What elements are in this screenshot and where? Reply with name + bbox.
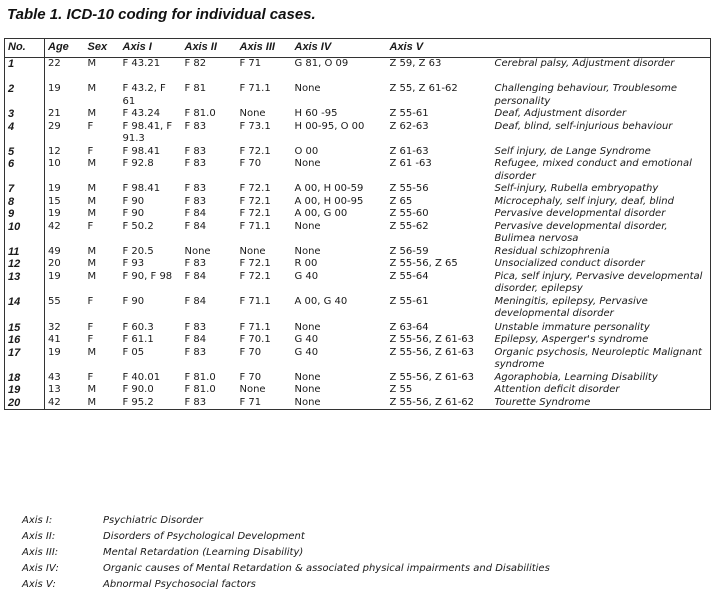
cell-age: 15 bbox=[48, 195, 61, 207]
cell-axis2: None bbox=[184, 245, 211, 257]
cell-axis1: F 43.2, F 61 bbox=[122, 83, 166, 107]
cell-axis5: Z 55, Z 61-62 bbox=[389, 83, 458, 94]
cell-axis1: F 61.1 bbox=[122, 334, 154, 345]
cell-axis3: F 72.1 bbox=[239, 270, 271, 282]
cell-axis5: Z 55-62 bbox=[389, 220, 429, 232]
cell-age: 49 bbox=[48, 245, 61, 257]
cell-sex: F bbox=[87, 295, 94, 307]
legend-key: Axis V: bbox=[22, 579, 56, 590]
cell-condition: Agoraphobia, Learning Disability bbox=[492, 372, 711, 385]
cell-axis3: F 71 bbox=[237, 397, 292, 410]
cell-axis3: F 72.1 bbox=[239, 145, 271, 157]
col-header-no: No. bbox=[5, 39, 45, 58]
cell-axis5: Z 55-61 bbox=[389, 108, 429, 119]
table-row bbox=[5, 196, 711, 209]
cell-axis1: F 93 bbox=[122, 258, 145, 269]
cell-no: 16 bbox=[5, 334, 45, 347]
col-header-sex: Sex bbox=[85, 39, 120, 58]
cell-sex: M bbox=[87, 270, 97, 282]
cell-axis1: F 90.0 bbox=[122, 384, 154, 395]
cell-sex: M bbox=[85, 397, 120, 410]
table-row bbox=[5, 296, 711, 322]
cell-age: 12 bbox=[48, 145, 61, 157]
col-header-axis2: Axis II bbox=[182, 39, 237, 58]
cell-condition: Cerebral palsy, Adjustment disorder bbox=[492, 57, 711, 83]
cell-axis5: Z 55-56, Z 65 bbox=[389, 258, 458, 269]
cell-axis2: F 83 bbox=[182, 397, 237, 410]
table-row bbox=[5, 397, 711, 410]
cell-axis5: Z 55-56, Z 61-63 bbox=[389, 334, 475, 345]
cell-axis5: Z 55-56, Z 61-63 bbox=[389, 371, 475, 383]
cell-axis4: A 00, G 40 bbox=[294, 295, 348, 307]
cell-axis3: F 72.1 bbox=[239, 258, 271, 269]
table-row bbox=[5, 384, 711, 397]
cell-axis2: F 81 bbox=[184, 83, 207, 94]
cell-axis5: Z 55-56, Z 61-62 bbox=[387, 397, 492, 410]
table-row bbox=[5, 246, 711, 259]
cell-no: 13 bbox=[5, 271, 45, 296]
cell-condition: Attention deficit disorder bbox=[492, 384, 711, 397]
table-row bbox=[5, 322, 711, 335]
col-header-axis1: Axis I bbox=[120, 39, 182, 58]
table-row bbox=[5, 108, 711, 121]
cell-age: 20 bbox=[48, 258, 61, 269]
cell-condition: Residual schizophrenia bbox=[492, 246, 711, 259]
cell-axis5: Z 55-64 bbox=[389, 270, 429, 282]
cell-axis1: F 98.41 bbox=[122, 145, 161, 157]
cell-axis4: None bbox=[294, 384, 321, 395]
table-row bbox=[5, 271, 711, 296]
cell-axis1: F 90 bbox=[122, 208, 145, 219]
cell-no: 18 bbox=[5, 372, 45, 385]
cell-axis4: None bbox=[294, 158, 321, 169]
table-row bbox=[5, 221, 711, 246]
cell-axis1: F 95.2 bbox=[120, 397, 182, 410]
cell-axis4: None bbox=[294, 371, 321, 383]
cell-axis3: F 73.1 bbox=[239, 120, 271, 132]
cell-axis5: Z 56-59 bbox=[389, 245, 429, 257]
cell-age: 43 bbox=[48, 371, 61, 383]
cell-no: 10 bbox=[5, 221, 45, 246]
cell-age: 55 bbox=[48, 295, 61, 307]
cell-axis3: F 71.1 bbox=[239, 295, 271, 307]
cell-age: 19 bbox=[48, 183, 61, 194]
cell-sex: M bbox=[87, 346, 97, 358]
cell-axis1: F 40.01 bbox=[122, 371, 161, 383]
cell-axis4: A 00, H 00-59 bbox=[294, 183, 364, 194]
cell-condition: Deaf, Adjustment disorder bbox=[492, 108, 711, 121]
cell-age: 29 bbox=[48, 120, 61, 132]
cell-no: 4 bbox=[5, 121, 45, 146]
cell-axis2: F 83 bbox=[184, 183, 207, 194]
cell-sex: F bbox=[87, 371, 94, 383]
cell-axis3: None bbox=[239, 108, 266, 119]
col-header-axis4: Axis IV bbox=[292, 39, 387, 58]
cell-axis1: F 98.41 bbox=[122, 183, 161, 194]
cell-condition: Self injury, de Lange Syndrome bbox=[492, 146, 711, 159]
cell-axis4: None bbox=[294, 83, 321, 94]
cell-axis2: F 81.0 bbox=[184, 371, 216, 383]
table-row bbox=[5, 347, 711, 372]
cell-age: 19 bbox=[48, 270, 61, 282]
cell-sex: M bbox=[87, 108, 97, 119]
cell-axis1: F 60.3 bbox=[122, 321, 154, 333]
cell-condition: Pervasive developmental disorder bbox=[492, 208, 711, 221]
cell-axis3: F 71 bbox=[239, 57, 262, 69]
cell-axis2: F 83 bbox=[184, 195, 207, 207]
cell-condition: Tourette Syndrome bbox=[492, 397, 711, 410]
cell-axis4: G 40 bbox=[294, 334, 319, 345]
cell-axis4: A 00, G 00 bbox=[294, 208, 348, 219]
cell-axis4: None bbox=[292, 397, 387, 410]
cell-axis1: F 92.8 bbox=[122, 158, 154, 169]
cell-sex: F bbox=[87, 145, 94, 157]
cell-axis1: F 43.24 bbox=[122, 108, 161, 119]
cell-axis5: Z 55-56, Z 61-63 bbox=[389, 346, 475, 358]
cell-axis1: F 90 bbox=[122, 295, 145, 307]
table-row bbox=[5, 208, 711, 221]
legend-value: Disorders of Psychological Development bbox=[103, 531, 305, 542]
cell-axis5: Z 55-60 bbox=[389, 208, 429, 219]
cell-axis3: F 70 bbox=[239, 346, 262, 358]
cell-no: 12 bbox=[5, 258, 45, 271]
cell-condition: Self-injury, Rubella embryopathy bbox=[492, 183, 711, 196]
cell-axis2: F 81.0 bbox=[184, 108, 216, 119]
legend-key: Axis I: bbox=[22, 515, 53, 526]
cell-condition: Refugee, mixed conduct and emotional disorder bbox=[492, 158, 711, 183]
cell-condition: Meningitis, epilepsy, Pervasive developmental disorder bbox=[492, 296, 711, 322]
cell-sex: M bbox=[87, 245, 97, 257]
cell-axis2: F 83 bbox=[184, 346, 207, 358]
cell-axis5: Z 55-61 bbox=[389, 295, 429, 307]
cell-condition: Challenging behaviour, Troublesome personality bbox=[492, 83, 711, 108]
cell-no: 20 bbox=[5, 397, 45, 410]
cell-axis2: F 84 bbox=[184, 208, 207, 219]
cell-age: 19 bbox=[48, 346, 61, 358]
cell-no: 14 bbox=[5, 296, 45, 322]
cell-axis3: F 72.1 bbox=[239, 195, 271, 207]
cell-no: 15 bbox=[5, 322, 45, 335]
cell-age: 22 bbox=[48, 57, 61, 69]
cell-axis2: F 84 bbox=[184, 220, 207, 232]
cell-age: 41 bbox=[48, 334, 61, 345]
cell-age: 10 bbox=[48, 158, 61, 169]
cell-axis5: Z 65 bbox=[389, 195, 413, 207]
cell-axis4: G 81, O 09 bbox=[294, 57, 349, 69]
cell-axis2: F 83 bbox=[184, 258, 207, 269]
cell-axis2: F 84 bbox=[184, 270, 207, 282]
cell-axis4: R 00 bbox=[294, 258, 318, 269]
cell-sex: F bbox=[87, 334, 94, 345]
cell-axis4: O 00 bbox=[294, 145, 319, 157]
cell-axis5: Z 59, Z 63 bbox=[389, 57, 442, 69]
axis-legend bbox=[22, 513, 550, 593]
cell-axis5: Z 55 bbox=[389, 384, 413, 395]
cell-age: 19 bbox=[48, 208, 61, 219]
cell-no: 9 bbox=[5, 208, 45, 221]
table-row bbox=[5, 158, 711, 183]
legend-value: Abnormal Psychosocial factors bbox=[103, 579, 256, 590]
cell-condition: Pica, self injury, Pervasive developmental disorder, epilepsy bbox=[492, 271, 711, 296]
cell-axis2: F 82 bbox=[184, 57, 207, 69]
cell-axis3: None bbox=[239, 384, 266, 395]
table-row bbox=[5, 334, 711, 347]
cell-axis4: G 40 bbox=[294, 270, 319, 282]
cell-condition: Microcephaly, self injury, deaf, blind bbox=[492, 196, 711, 209]
cell-axis2: F 83 bbox=[184, 145, 207, 157]
col-header-axis3: Axis III bbox=[237, 39, 292, 58]
cell-axis5: Z 61 -63 bbox=[389, 158, 432, 169]
cell-no: 6 bbox=[5, 158, 45, 183]
table-row bbox=[5, 121, 711, 146]
cell-axis4: None bbox=[294, 220, 321, 232]
cell-axis2: F 83 bbox=[184, 120, 207, 132]
cell-sex: M bbox=[87, 258, 97, 269]
table-title: Table 1. ICD-10 coding for individual cases. bbox=[7, 6, 316, 23]
cell-condition: Unsocialized conduct disorder bbox=[492, 258, 711, 271]
table-row bbox=[5, 372, 711, 385]
cell-axis3: None bbox=[239, 245, 266, 257]
header-row bbox=[5, 39, 711, 58]
cell-condition: Unstable immature personality bbox=[492, 322, 711, 335]
cell-sex: M bbox=[87, 83, 97, 94]
cell-no: 19 bbox=[5, 384, 45, 397]
col-header-axis5: Axis V bbox=[387, 39, 492, 58]
cell-axis3: F 70 bbox=[239, 158, 262, 169]
cell-age: 42 bbox=[48, 220, 61, 232]
cell-axis4: None bbox=[294, 245, 321, 257]
cell-age: 13 bbox=[48, 384, 61, 395]
cell-axis1: F 20.5 bbox=[122, 245, 154, 257]
cell-axis1: F 05 bbox=[122, 346, 145, 358]
cell-condition: Pervasive developmental disorder, Bulimea nervosa bbox=[492, 221, 711, 246]
cell-axis4: G 40 bbox=[294, 346, 319, 358]
cell-axis1: F 50.2 bbox=[122, 220, 154, 232]
cell-axis3: F 71.1 bbox=[239, 220, 271, 232]
cell-no: 5 bbox=[5, 146, 45, 159]
cell-axis2: F 83 bbox=[184, 158, 207, 169]
table-row bbox=[5, 57, 711, 83]
cell-axis2: F 83 bbox=[184, 321, 207, 333]
cell-age: 21 bbox=[48, 108, 61, 119]
cell-sex: M bbox=[87, 195, 97, 207]
cell-no: 1 bbox=[5, 57, 45, 83]
cell-sex: F bbox=[87, 321, 94, 333]
cell-sex: F bbox=[87, 220, 94, 232]
legend-item bbox=[22, 561, 550, 577]
legend-item bbox=[22, 545, 550, 561]
cell-axis5: Z 63-64 bbox=[389, 321, 429, 333]
cell-sex: M bbox=[87, 57, 97, 69]
cell-age: 32 bbox=[48, 321, 61, 333]
table-row bbox=[5, 258, 711, 271]
table-row bbox=[5, 146, 711, 159]
cell-sex: F bbox=[87, 120, 94, 132]
legend-key: Axis II: bbox=[22, 531, 56, 542]
cell-condition: Epilepsy, Asperger's syndrome bbox=[492, 334, 711, 347]
cell-no: 3 bbox=[5, 108, 45, 121]
cell-sex: M bbox=[87, 158, 97, 169]
cell-axis5: Z 61-63 bbox=[389, 145, 429, 157]
cell-no: 17 bbox=[5, 347, 45, 372]
col-header-age: Age bbox=[45, 39, 85, 58]
legend-item bbox=[22, 513, 550, 529]
legend-value: Psychiatric Disorder bbox=[103, 515, 203, 526]
cell-age: 19 bbox=[48, 83, 61, 94]
legend-key: Axis IV: bbox=[22, 563, 59, 574]
icd10-table bbox=[4, 38, 711, 410]
cell-axis4: A 00, H 00-95 bbox=[294, 195, 364, 207]
cell-axis1: F 98.41, F 91.3 bbox=[122, 120, 173, 144]
cell-no: 2 bbox=[5, 83, 45, 108]
legend-value: Mental Retardation (Learning Disability) bbox=[103, 547, 304, 558]
cell-axis3: F 70.1 bbox=[239, 334, 271, 345]
table-row bbox=[5, 83, 711, 108]
cell-axis4: H 00-95, O 00 bbox=[294, 120, 365, 132]
cell-no: 11 bbox=[5, 246, 45, 259]
legend-item bbox=[22, 577, 550, 593]
cell-axis3: F 72.1 bbox=[239, 183, 271, 194]
cell-age: 42 bbox=[45, 397, 85, 410]
cell-axis5: Z 62-63 bbox=[389, 120, 429, 132]
legend-item bbox=[22, 529, 550, 545]
cell-axis2: F 81.0 bbox=[184, 384, 216, 395]
cell-axis1: F 90, F 98 bbox=[122, 270, 173, 282]
cell-axis1: F 43.21 bbox=[122, 57, 161, 69]
legend-key: Axis III: bbox=[22, 547, 59, 558]
cell-sex: M bbox=[87, 208, 97, 219]
cell-axis5: Z 55-56 bbox=[389, 183, 429, 194]
cell-condition: Deaf, blind, self-injurious behaviour bbox=[492, 121, 711, 146]
cell-axis2: F 84 bbox=[184, 295, 207, 307]
cell-axis3: F 70 bbox=[239, 371, 262, 383]
cell-axis3: F 71.1 bbox=[239, 321, 271, 333]
cell-axis3: F 72.1 bbox=[239, 208, 271, 219]
cell-axis1: F 90 bbox=[122, 195, 145, 207]
legend-value: Organic causes of Mental Retardation & associated physical impairments and Disabilities bbox=[103, 563, 550, 574]
cell-no: 8 bbox=[5, 196, 45, 209]
cell-axis3: F 71.1 bbox=[239, 83, 271, 94]
cell-sex: M bbox=[87, 384, 97, 395]
cell-axis4: H 60 -95 bbox=[294, 108, 338, 119]
cell-no: 7 bbox=[5, 183, 45, 196]
cell-axis2: F 84 bbox=[184, 334, 207, 345]
table-row bbox=[5, 183, 711, 196]
cell-condition: Organic psychosis, Neuroleptic Malignant syndrome bbox=[492, 347, 711, 372]
col-header-condition bbox=[492, 39, 711, 58]
cell-axis4: None bbox=[294, 321, 321, 333]
cell-sex: M bbox=[87, 183, 97, 194]
